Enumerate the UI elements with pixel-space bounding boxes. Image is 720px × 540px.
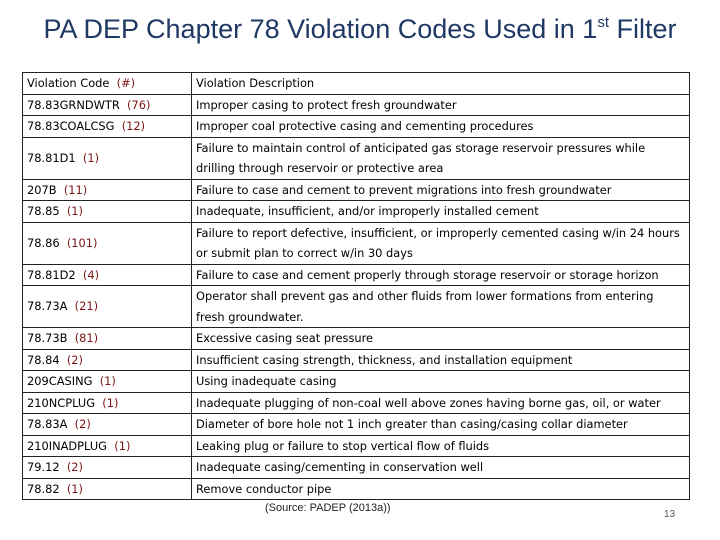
violation-description-cell bbox=[192, 349, 690, 371]
violation-code: 207B bbox=[27, 182, 57, 197]
violation-description-cell bbox=[192, 179, 690, 201]
violation-description-cell bbox=[192, 201, 690, 223]
violation-code: 79.12 bbox=[27, 460, 60, 474]
violation-code-cell bbox=[23, 201, 192, 223]
slide-title bbox=[0, 14, 720, 45]
violation-description-cell bbox=[192, 94, 690, 116]
violation-description-cell bbox=[192, 457, 690, 479]
violation-count: (1) bbox=[66, 204, 83, 218]
violation-count: (1) bbox=[99, 374, 116, 388]
violation-code: 78.81D1 bbox=[27, 150, 76, 165]
violation-description: Improper casing to protect fresh groundwater bbox=[196, 97, 457, 112]
violation-code: 210INADPLUG bbox=[27, 438, 107, 453]
violation-description-cell bbox=[192, 414, 690, 436]
violation-count: (76) bbox=[127, 97, 151, 112]
violation-description: Improper coal protective casing and cementing procedures bbox=[196, 119, 534, 133]
violation-description: Operator shall prevent gas and other fluids from lower formations from entering fresh groundwater. bbox=[196, 289, 654, 324]
violation-code-cell bbox=[23, 392, 192, 414]
violation-description-cell bbox=[192, 264, 690, 286]
violation-code-cell bbox=[23, 179, 192, 201]
violation-code-cell bbox=[23, 137, 192, 179]
violation-count: (12) bbox=[121, 119, 146, 133]
violation-description: Failure to case and cement properly through storage reservoir or storage horizon bbox=[196, 267, 659, 282]
violation-count: (21) bbox=[74, 299, 99, 314]
violation-description: Failure to case and cement to prevent migrations into fresh groundwater bbox=[196, 182, 612, 197]
table-row bbox=[23, 371, 690, 393]
table-row bbox=[23, 201, 690, 223]
violation-count: (1) bbox=[102, 395, 119, 410]
table-row bbox=[23, 116, 690, 138]
violation-description: Inadequate, insufficient, and/or improperly installed cement bbox=[196, 204, 539, 218]
table-row bbox=[23, 328, 690, 350]
violation-code-cell bbox=[23, 116, 192, 138]
table-row bbox=[23, 435, 690, 457]
table-row bbox=[23, 478, 690, 500]
violation-description: Remove conductor pipe bbox=[196, 481, 332, 496]
violation-count: (2) bbox=[66, 460, 83, 474]
violation-description-cell bbox=[192, 222, 690, 264]
violation-code-cell bbox=[23, 457, 192, 479]
violation-code-cell bbox=[23, 222, 192, 264]
table-row bbox=[23, 94, 690, 116]
table-row bbox=[23, 179, 690, 201]
violation-code-cell bbox=[23, 94, 192, 116]
violation-count: (1) bbox=[66, 481, 83, 496]
page-number: 13 bbox=[664, 509, 676, 520]
violation-code: 78.83A bbox=[27, 417, 68, 431]
violation-code: 78.83GRNDWTR bbox=[27, 97, 120, 112]
header-count-label: (#) bbox=[116, 76, 136, 90]
table-row bbox=[23, 137, 690, 179]
violation-description: Diameter of bore hole not 1 inch greater than casing/casing collar diameter bbox=[196, 417, 628, 431]
title-text: PA DEP Chapter 78 Violation Codes Used in 1 bbox=[43, 14, 598, 44]
table-row bbox=[23, 264, 690, 286]
violation-description: Failure to report defective, insufficient, or improperly cemented casing w/in 24 hours or submit plan to correct w/in 30 days bbox=[196, 225, 680, 260]
violation-count: (1) bbox=[114, 438, 131, 453]
table-row bbox=[23, 392, 690, 414]
table-row bbox=[23, 414, 690, 436]
source-citation: (Source: PADEP (2013a)) bbox=[265, 502, 391, 514]
violation-code: 78.73A bbox=[27, 299, 68, 314]
violation-code: 78.73B bbox=[27, 331, 68, 345]
violation-count: (4) bbox=[82, 267, 100, 282]
violation-count: (11) bbox=[63, 182, 88, 197]
violation-description-cell bbox=[192, 286, 690, 328]
header-code-cell bbox=[23, 73, 192, 95]
violation-description: Inadequate casing/cementing in conservation well bbox=[196, 460, 484, 474]
violation-codes-table bbox=[22, 72, 690, 500]
violation-code: 78.86 bbox=[27, 235, 60, 250]
violation-description: Leaking plug or failure to stop vertical flow of fluids bbox=[196, 438, 490, 453]
header-description-cell bbox=[192, 73, 690, 95]
violation-description-cell bbox=[192, 371, 690, 393]
violation-code: 210NCPLUG bbox=[27, 395, 96, 410]
violation-code-cell bbox=[23, 328, 192, 350]
violation-description: Insufficient casing strength, thickness, and installation equipment bbox=[196, 352, 573, 367]
violation-count: (2) bbox=[66, 352, 83, 367]
violation-code-cell bbox=[23, 286, 192, 328]
violation-count: (2) bbox=[74, 417, 91, 431]
violation-count: (1) bbox=[82, 150, 100, 165]
violation-code-cell bbox=[23, 264, 192, 286]
table-row bbox=[23, 222, 690, 264]
violation-description-cell bbox=[192, 137, 690, 179]
violation-description-cell bbox=[192, 478, 690, 500]
violation-code: 78.85 bbox=[27, 204, 60, 218]
violation-description: Failure to maintain control of anticipated gas storage reservoir pressures while drilling through reservoir or protective area bbox=[196, 140, 646, 175]
violation-code-cell bbox=[23, 435, 192, 457]
violation-description: Excessive casing seat pressure bbox=[196, 331, 374, 345]
violation-code-cell bbox=[23, 349, 192, 371]
violation-description-cell bbox=[192, 328, 690, 350]
violation-code-cell bbox=[23, 371, 192, 393]
violation-code: 78.82 bbox=[27, 481, 60, 496]
title-tail: Filter bbox=[609, 14, 677, 44]
header-description-label: Violation Description bbox=[196, 76, 315, 90]
violation-count: (101) bbox=[66, 235, 98, 250]
violation-code: 78.81D2 bbox=[27, 267, 76, 282]
violation-code-cell bbox=[23, 478, 192, 500]
violation-description-cell bbox=[192, 435, 690, 457]
violation-description: Using inadequate casing bbox=[196, 374, 337, 388]
violation-code-cell bbox=[23, 414, 192, 436]
violation-code: 78.83COALCSG bbox=[27, 119, 115, 133]
table-header-row bbox=[23, 73, 690, 95]
violation-description-cell bbox=[192, 392, 690, 414]
header-code-label: Violation Code bbox=[27, 76, 110, 90]
violation-count: (81) bbox=[74, 331, 99, 345]
table-row bbox=[23, 286, 690, 328]
table-row bbox=[23, 457, 690, 479]
violation-description: Inadequate plugging of non-coal well above zones having borne gas, oil, or water bbox=[196, 395, 661, 410]
violation-code: 209CASING bbox=[27, 374, 93, 388]
table-row bbox=[23, 349, 690, 371]
title-superscript: st bbox=[597, 14, 609, 31]
violation-code: 78.84 bbox=[27, 352, 60, 367]
violation-description-cell bbox=[192, 116, 690, 138]
